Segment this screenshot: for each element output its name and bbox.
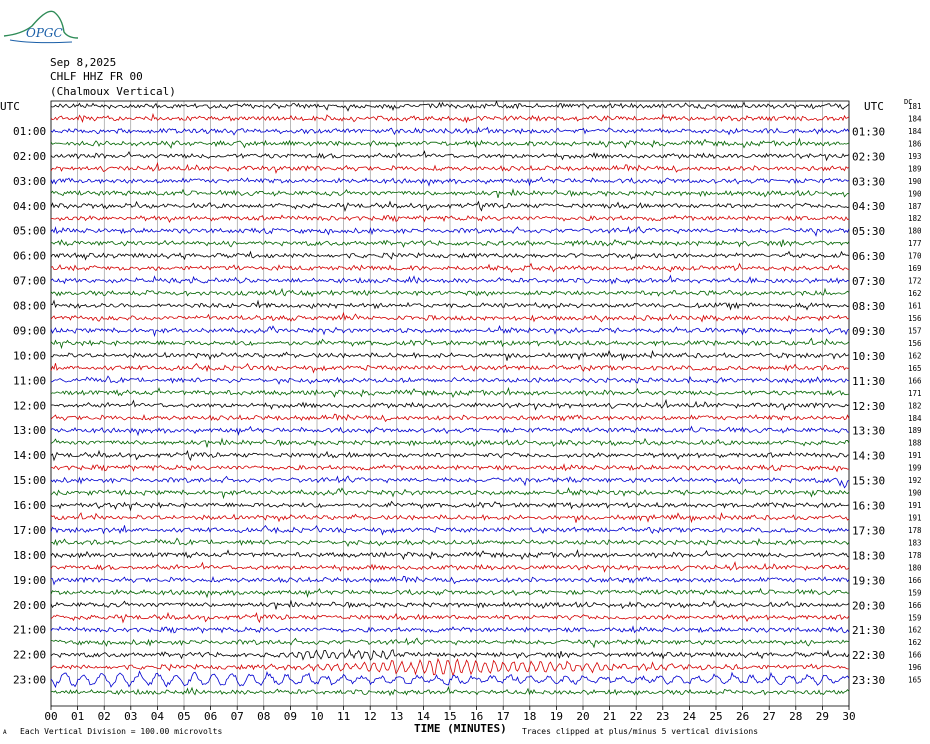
dc-offset-label: 170 xyxy=(908,251,922,261)
left-hour-label: 14:00 xyxy=(13,449,47,463)
dc-offset-label: 159 xyxy=(908,588,922,598)
dc-offset-label: 166 xyxy=(908,600,922,610)
x-tick-label: 25 xyxy=(709,710,723,723)
x-tick-label: 15 xyxy=(443,710,457,723)
dc-offset-label: 191 xyxy=(908,513,922,523)
left-hour-label: 12:00 xyxy=(13,399,47,413)
left-hour-label: 04:00 xyxy=(13,199,47,213)
station-code: CHLF HHZ FR 00 xyxy=(50,70,143,83)
right-hour-label: 14:30 xyxy=(852,449,886,463)
dc-offset-label: 178 xyxy=(908,550,922,560)
x-tick-label: 19 xyxy=(549,710,564,723)
dc-offset-label: 157 xyxy=(908,326,922,336)
right-hour-label: 03:30 xyxy=(852,175,886,189)
dc-offset-label: 172 xyxy=(908,276,922,286)
left-hour-label: 13:00 xyxy=(13,424,47,438)
clip-note: Traces clipped at plus/minus 5 vertical divisions xyxy=(522,727,759,736)
station-location: (Chalmoux Vertical) xyxy=(50,85,176,98)
left-hour-label: 09:00 xyxy=(13,324,47,338)
right-hour-label: 16:30 xyxy=(852,499,886,513)
corner-mark: A xyxy=(3,729,7,736)
right-hour-label: 11:30 xyxy=(852,374,886,388)
logo-text: OPGC xyxy=(26,26,63,40)
right-hour-label: 12:30 xyxy=(852,399,886,413)
left-hour-label: 08:00 xyxy=(13,299,47,313)
dc-offset-label: 190 xyxy=(908,488,922,498)
right-hour-label: 07:30 xyxy=(852,275,886,289)
x-tick-label: 20 xyxy=(576,710,590,723)
dc-offset-label: 184 xyxy=(908,126,922,136)
x-tick-label: 23 xyxy=(656,710,670,723)
dc-offset-label: 191 xyxy=(908,501,922,511)
dc-offset-label: 190 xyxy=(908,176,922,186)
scale-note: Each Vertical Division = 100.00 microvolts xyxy=(20,727,223,736)
right-hour-label: 08:30 xyxy=(852,299,886,313)
dc-offset-label: 162 xyxy=(908,638,922,648)
right-hour-label: 20:30 xyxy=(852,599,886,613)
x-tick-label: 06 xyxy=(203,710,218,723)
dc-offset-label: 177 xyxy=(908,239,922,249)
x-tick-label: 05 xyxy=(177,710,191,723)
right-hour-label: 09:30 xyxy=(852,324,886,338)
x-tick-label: 30 xyxy=(842,710,856,723)
left-hour-label: 10:00 xyxy=(13,349,47,363)
plot-date: Sep 8,2025 xyxy=(50,56,117,69)
left-hour-label: 16:00 xyxy=(13,499,47,513)
dc-offset-label: 156 xyxy=(908,338,922,348)
right-utc-label: UTC xyxy=(864,100,884,113)
dc-offset-label: 180 xyxy=(908,226,922,236)
x-tick-label: 14 xyxy=(416,710,431,723)
left-hour-label: 20:00 xyxy=(13,598,47,612)
x-tick-label: 16 xyxy=(469,710,484,723)
dc-offset-label: 191 xyxy=(908,451,922,461)
right-hour-label: 13:30 xyxy=(852,424,886,438)
left-hour-label: 21:00 xyxy=(13,623,47,637)
dc-offset-label: 165 xyxy=(908,363,922,373)
x-tick-label: 28 xyxy=(789,710,803,723)
x-tick-label: 21 xyxy=(602,710,617,723)
x-tick-label: 01 xyxy=(70,710,85,723)
x-tick-label: 04 xyxy=(150,710,165,723)
right-hour-label: 21:30 xyxy=(852,624,886,638)
right-hour-label: 17:30 xyxy=(852,524,886,538)
x-tick-label: 24 xyxy=(682,710,697,723)
dc-column-header: DC xyxy=(904,98,913,106)
x-tick-label: 12 xyxy=(363,710,377,723)
right-hour-label: 23:30 xyxy=(852,674,886,688)
x-tick-label: 29 xyxy=(815,710,830,723)
x-tick-label: 26 xyxy=(735,710,750,723)
right-hour-label: 01:30 xyxy=(852,125,886,139)
left-hour-label: 02:00 xyxy=(13,149,47,163)
dc-offset-label: 165 xyxy=(908,675,922,685)
x-axis-title: TIME (MINUTES) xyxy=(414,722,507,735)
x-tick-label: 08 xyxy=(257,710,271,723)
left-utc-label: UTC xyxy=(0,100,20,113)
dc-offset-label: 189 xyxy=(908,426,922,436)
dc-offset-label: 159 xyxy=(908,613,922,623)
dc-offset-label: 182 xyxy=(908,401,922,411)
left-hour-label: 22:00 xyxy=(13,648,47,662)
left-hour-label: 11:00 xyxy=(13,374,47,388)
right-hour-label: 05:30 xyxy=(852,225,886,239)
x-tick-label: 17 xyxy=(496,710,510,723)
dc-offset-label: 181 xyxy=(908,102,922,111)
x-tick-label: 27 xyxy=(762,710,776,723)
dc-offset-label: 166 xyxy=(908,575,922,585)
x-tick-label: 11 xyxy=(336,710,351,723)
left-hour-label: 15:00 xyxy=(13,474,47,488)
dc-offset-label: 166 xyxy=(908,376,922,386)
dc-offset-label: 161 xyxy=(908,301,922,311)
x-tick-label: 00 xyxy=(44,710,58,723)
dc-offset-label: 169 xyxy=(908,264,922,274)
dc-offset-label: 189 xyxy=(908,164,922,174)
dc-offset-label: 184 xyxy=(908,413,922,423)
right-hour-label: 04:30 xyxy=(852,200,886,214)
right-hour-label: 15:30 xyxy=(852,474,886,488)
x-tick-label: 18 xyxy=(523,710,537,723)
left-hour-label: 17:00 xyxy=(13,523,47,537)
x-tick-label: 10 xyxy=(310,710,324,723)
right-hour-label: 02:30 xyxy=(852,150,886,164)
x-tick-label: 22 xyxy=(629,710,643,723)
dc-offset-label: 178 xyxy=(908,525,922,535)
left-hour-label: 06:00 xyxy=(13,249,47,263)
right-hour-label: 10:30 xyxy=(852,349,886,363)
left-hour-label: 01:00 xyxy=(13,124,47,138)
dc-offset-label: 186 xyxy=(908,139,922,149)
x-tick-label: 09 xyxy=(283,710,298,723)
left-hour-label: 19:00 xyxy=(13,573,47,587)
dc-offset-label: 162 xyxy=(908,289,922,299)
left-hour-label: 07:00 xyxy=(13,274,47,288)
dc-offset-label: 183 xyxy=(908,538,922,548)
dc-offset-label: 199 xyxy=(908,463,922,473)
dc-offset-label: 180 xyxy=(908,563,922,573)
dc-offset-label: 182 xyxy=(908,214,922,224)
left-hour-label: 05:00 xyxy=(13,224,47,238)
dc-offset-label: 192 xyxy=(908,476,922,486)
right-hour-label: 19:30 xyxy=(852,574,886,588)
x-tick-label: 13 xyxy=(390,710,404,723)
dc-offset-label: 171 xyxy=(908,388,922,398)
dc-offset-label: 162 xyxy=(908,351,922,361)
left-hour-label: 23:00 xyxy=(13,673,47,687)
right-hour-label: 22:30 xyxy=(852,649,886,663)
dc-offset-label: 193 xyxy=(908,151,922,161)
dc-offset-label: 190 xyxy=(908,189,922,199)
dc-offset-label: 187 xyxy=(908,201,922,211)
x-tick-label: 07 xyxy=(230,710,244,723)
dc-offset-label: 166 xyxy=(908,650,922,660)
left-hour-label: 03:00 xyxy=(13,174,47,188)
right-hour-label: 06:30 xyxy=(852,250,886,264)
dc-offset-label: 184 xyxy=(908,114,922,124)
dc-offset-label: 196 xyxy=(908,663,922,673)
right-hour-label: 18:30 xyxy=(852,549,886,563)
left-hour-label: 18:00 xyxy=(13,548,47,562)
x-tick-label: 02 xyxy=(97,710,111,723)
dc-offset-label: 162 xyxy=(908,625,922,635)
dc-offset-label: 188 xyxy=(908,438,922,448)
dc-offset-label: 156 xyxy=(908,313,922,323)
x-tick-label: 03 xyxy=(124,710,138,723)
